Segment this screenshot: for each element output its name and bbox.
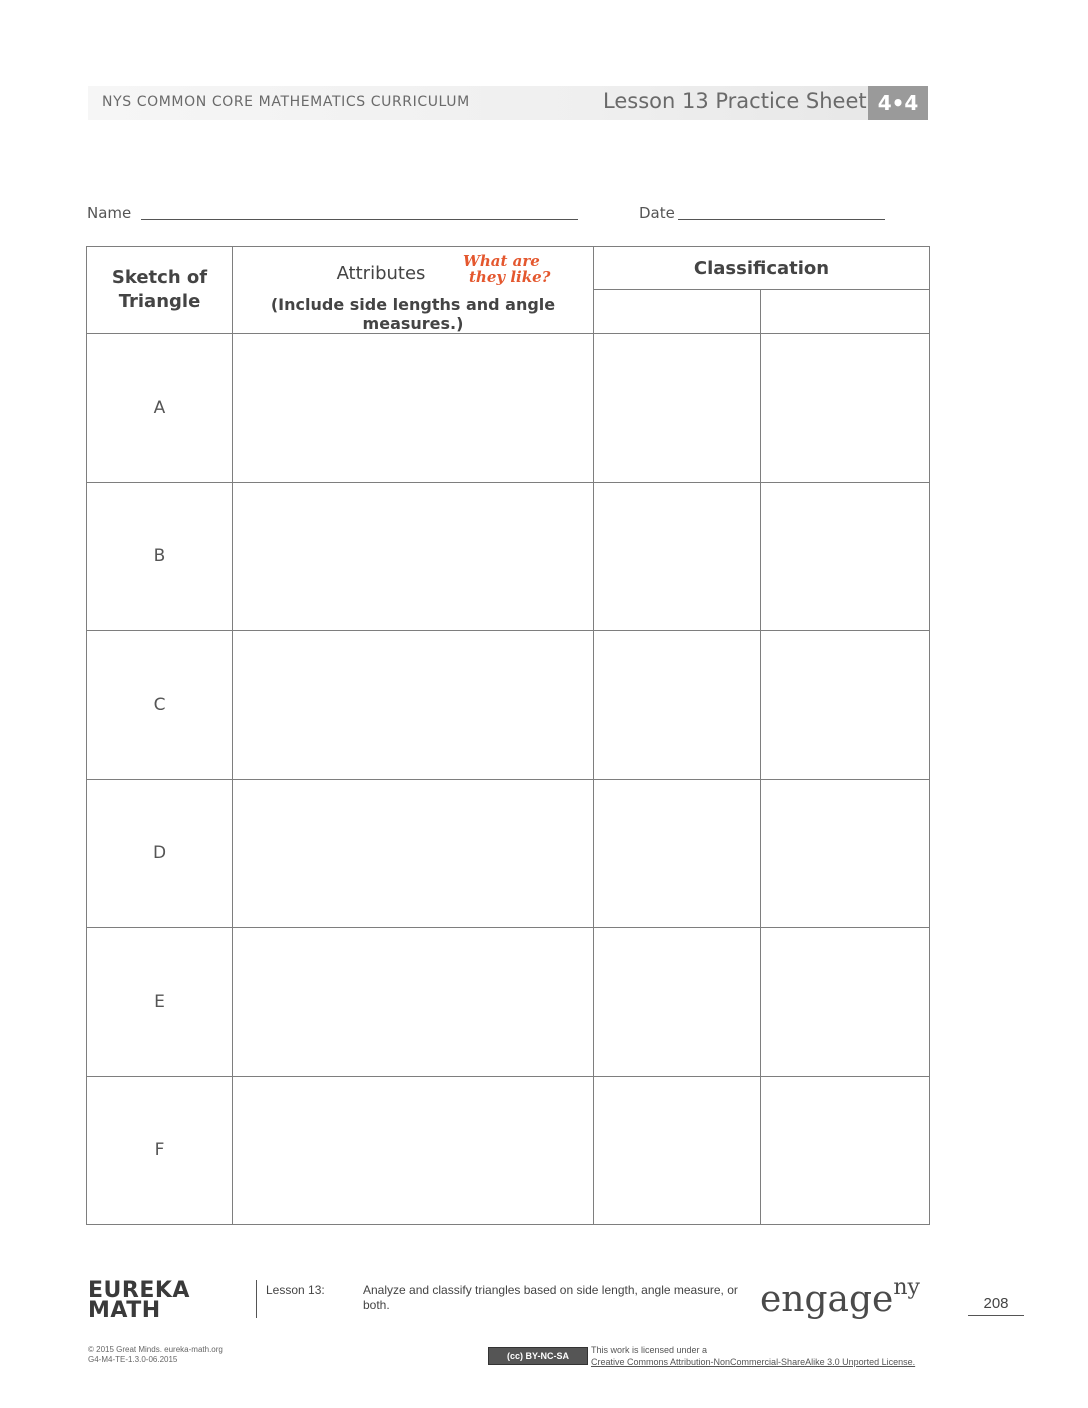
logo-line1: EUREKA — [88, 1278, 190, 1303]
classification-cell[interactable] — [761, 928, 930, 1076]
classification-cell[interactable] — [594, 779, 761, 927]
footer-lesson-label: Lesson 13: — [266, 1283, 325, 1297]
row-letter: C — [87, 631, 233, 779]
classification-cell[interactable] — [761, 631, 930, 779]
row-letter: F — [87, 1076, 233, 1224]
eureka-math-logo — [88, 1278, 190, 1323]
footer-divider — [256, 1280, 257, 1318]
classification-subcell-1[interactable] — [594, 290, 761, 334]
footer-lesson-description: Analyze and classify triangles based on side length, angle measure, or both. — [363, 1283, 738, 1312]
name-field[interactable] — [141, 219, 578, 220]
table-row — [87, 334, 930, 482]
sketch-header-line1: Sketch of — [111, 267, 208, 289]
worksheet-table — [86, 246, 930, 1225]
copyright-line1: © 2015 Great Minds. eureka-math.org — [88, 1345, 223, 1354]
classification-cell[interactable] — [761, 779, 930, 927]
handwritten-note-line2: they like? — [469, 268, 551, 286]
handwritten-note — [463, 253, 550, 285]
classification-header: Classification — [594, 247, 930, 290]
table-row — [87, 779, 930, 927]
attributes-cell[interactable] — [233, 779, 594, 927]
attributes-subheader: (Include side lengths and angle measures.) — [270, 295, 556, 333]
engage-text: engage — [760, 1279, 894, 1320]
date-field[interactable] — [678, 219, 885, 220]
handwritten-note-line1: What are — [463, 252, 540, 270]
classification-subcell-2[interactable] — [761, 290, 930, 334]
table-row — [87, 928, 930, 1076]
cc-license-icon: (cc) BY-NC-SA — [488, 1347, 588, 1365]
lesson-title: Lesson 13 Practice Sheet — [603, 89, 867, 113]
classification-cell[interactable] — [594, 1076, 761, 1224]
table-row — [87, 482, 930, 630]
classification-cell[interactable] — [594, 482, 761, 630]
page-number: 208 — [968, 1295, 1024, 1316]
attributes-cell[interactable] — [233, 482, 594, 630]
classification-cell[interactable] — [761, 334, 930, 482]
copyright — [88, 1345, 223, 1365]
classification-cell[interactable] — [594, 631, 761, 779]
row-letter: B — [87, 482, 233, 630]
license-line1: This work is licensed under a — [591, 1345, 708, 1355]
attributes-cell[interactable] — [233, 1076, 594, 1224]
license-link[interactable]: Creative Commons Attribution-NonCommercial-ShareAlike 3.0 Unported License. — [591, 1357, 916, 1367]
module-badge: 4•4 — [868, 86, 928, 120]
engageny-logo — [760, 1275, 920, 1320]
date-label: Date — [639, 204, 675, 222]
copyright-line2: G4-M4-TE-1.3.0-06.2015 — [88, 1355, 178, 1364]
attributes-header — [233, 247, 594, 334]
logo-line2: MATH — [88, 1298, 161, 1323]
attributes-cell[interactable] — [233, 631, 594, 779]
classification-cell[interactable] — [761, 1076, 930, 1224]
sketch-header — [87, 247, 233, 334]
row-letter: A — [87, 334, 233, 482]
sketch-header-line2: Triangle — [118, 291, 201, 313]
row-letter: E — [87, 928, 233, 1076]
curriculum-title: NYS COMMON CORE MATHEMATICS CURRICULUM — [102, 94, 470, 110]
attributes-cell[interactable] — [233, 334, 594, 482]
table-row — [87, 1076, 930, 1224]
name-label: Name — [87, 204, 132, 222]
classification-cell[interactable] — [761, 482, 930, 630]
classification-cell[interactable] — [594, 334, 761, 482]
table-row — [87, 631, 930, 779]
attributes-cell[interactable] — [233, 928, 594, 1076]
engage-sup: ny — [893, 1275, 920, 1300]
classification-cell[interactable] — [594, 928, 761, 1076]
row-letter: D — [87, 779, 233, 927]
attributes-title: Attributes — [336, 263, 426, 284]
license-text — [591, 1344, 915, 1368]
